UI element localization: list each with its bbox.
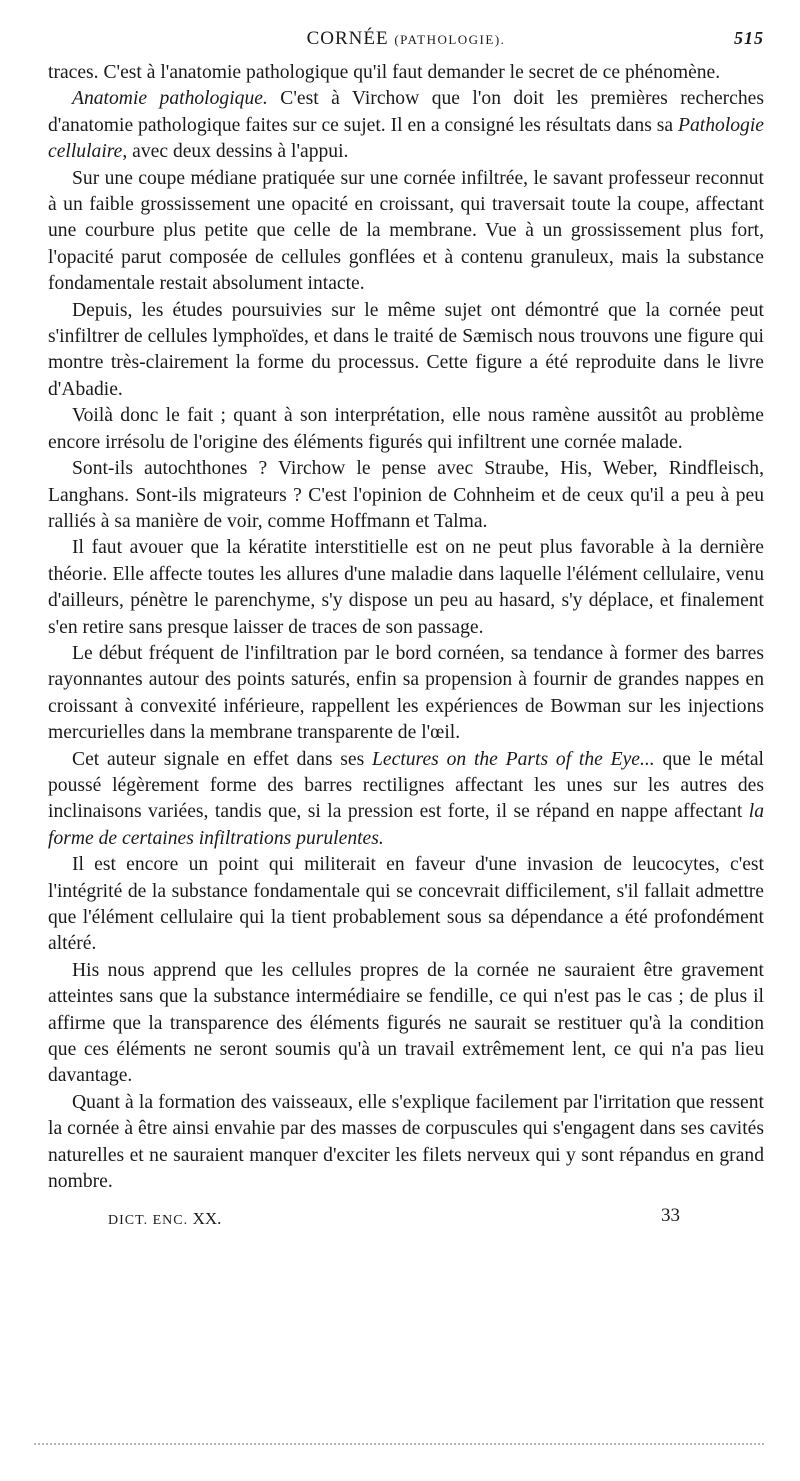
paragraph — [48, 641, 764, 747]
text-run: C'est à Virchow que l'on doit les premières recherches d'anatomie pathologique faites sur ce sujet. Il en a consigné les résultats dans sa — [48, 88, 765, 136]
paragraph — [48, 298, 764, 404]
text-run: traces. C'est à l'anatomie pathologique qu'il faut demander le secret de ce phénomène. — [48, 62, 721, 83]
signature-prefix: DICT. ENC. — [108, 1213, 189, 1229]
running-head — [48, 28, 764, 60]
italic-text: Anatomie pathologique. — [72, 88, 268, 110]
text-run: que le métal poussé légèrement forme des barres rectilignes affectant les unes sur les autres des inclinaisons variées, tandis que, si la pression est forte, il se répand en nappe affectant — [48, 748, 764, 823]
paragraph — [48, 456, 764, 535]
page-number: 515 — [734, 28, 764, 48]
bottom-dotted-rule — [34, 1443, 764, 1445]
body-text — [48, 60, 764, 1195]
paragraph — [48, 747, 764, 853]
italic-text: Lectures on the Parts of the Eye... — [372, 748, 655, 770]
printer-signature — [108, 1209, 221, 1229]
paragraph — [48, 852, 764, 958]
book-page — [48, 28, 764, 1233]
signature-volume: XX. — [192, 1209, 222, 1229]
text-run: Sur une coupe médiane pratiquée sur une cornée infiltrée, le savant professeur reconnut à un faible grossissement une opacité en croissant, qui traversait toute la coupe, affectant une courbure plus petite que celle de la membrane. Vue à un grossissement plus fort, l'opacité parut composée de cellules gonflées et à contenu granuleux, mais la substance fondamentale restait absolument intacte. — [48, 167, 764, 295]
running-head-title: CORNÉE — [306, 28, 389, 49]
paragraph — [48, 86, 764, 165]
text-run: His nous apprend que les cellules propres de la cornée ne sauraient être gravement atteintes sans que la substance intermédiaire se fendille, ce qui n'est pas le cas ; de plus il affirme que la transparence des éléments figurés ne saurait se restituer qu'à la condition que ces éléments ne seront soumis qu'à un travail extrêmement lent, ce qui n'a pas lieu davantage. — [48, 959, 764, 1087]
text-run: Voilà donc le fait ; quant à son interprétation, elle nous ramène aussitôt au problème encore irrésolu de l'origine des éléments figurés qui infiltrent une cornée malade. — [48, 405, 764, 453]
page-footer — [48, 1203, 764, 1233]
signature-number: 33 — [661, 1205, 680, 1227]
text-run: Cet auteur signale en effet dans ses — [72, 748, 373, 770]
running-head-subtitle: (PATHOLOGIE). — [394, 32, 506, 47]
text-run: Sont-ils autochthones ? Virchow le pense avec Straube, His, Weber, Rindfleisch, Langhans. Sont-ils migrateurs ? C'est l'opinion de Cohnheim et de ceux qu'il a peu à peu ralliés à sa manière de voir, comme Hoffmann et Talma. — [48, 458, 764, 532]
text-run: Quant à la formation des vaisseaux, elle s'explique facilement par l'irritation que ressent la cornée à être ainsi envahie par des masses de corpuscules qui s'engagent dans ses cavités naturelles et ne sauraient manquer d'exciter les filets nerveux qui y sont répandus en grand nombre. — [48, 1091, 764, 1193]
text-run: , avec deux dessins à l'appui. — [122, 141, 349, 163]
text-run: Il faut avouer que la kératite interstitielle est on ne peut plus favorable à la dernière théorie. Elle affecte toutes les allures d'une maladie dans laquelle l'élément cellulaire, venu d'ailleurs, pénètre le parenchyme, s'y dispose un peu au hasard, s'y déplace, et finalement s'en retire sans presque laisser de traces de son passage. — [48, 537, 764, 638]
paragraph — [48, 403, 764, 456]
paragraph — [48, 1090, 764, 1196]
paragraph — [48, 60, 764, 86]
text-run: Le début fréquent de l'infiltration par le bord cornéen, sa tendance à former des barres rayonnantes autour des points saturés, enfin sa propension à fournir de grandes nappes en croissant à convexité inférieure, rappellent les expériences de Bowman sur les injections mercurielles dans la membrane transparente de l'œil. — [48, 642, 764, 744]
paragraph — [48, 166, 764, 298]
paragraph — [48, 535, 764, 641]
italic-text: la forme de certaines infiltrations purulentes. — [48, 801, 764, 849]
text-run: Depuis, les études poursuivies sur le même sujet ont démontré que la cornée peut s'infiltrer de cellules lymphoïdes, et dans le traité de Sæmisch nous trouvons une figure qui montre très-clairement la forme du processus. Cette figure a été reproduite dans le livre d'Abadie. — [48, 299, 764, 400]
text-run: Il est encore un point qui militerait en faveur d'une invasion de leucocytes, c'est l'intégrité de la substance fondamentale qui se concevrait difficilement, s'il fallait admettre que l'élément cellulaire qui la tient probablement sous sa dépendance a été profondément altéré. — [48, 854, 764, 955]
paragraph — [48, 958, 764, 1090]
italic-text: Pathologie cellulaire — [48, 114, 764, 163]
running-head-title-group — [48, 28, 764, 50]
